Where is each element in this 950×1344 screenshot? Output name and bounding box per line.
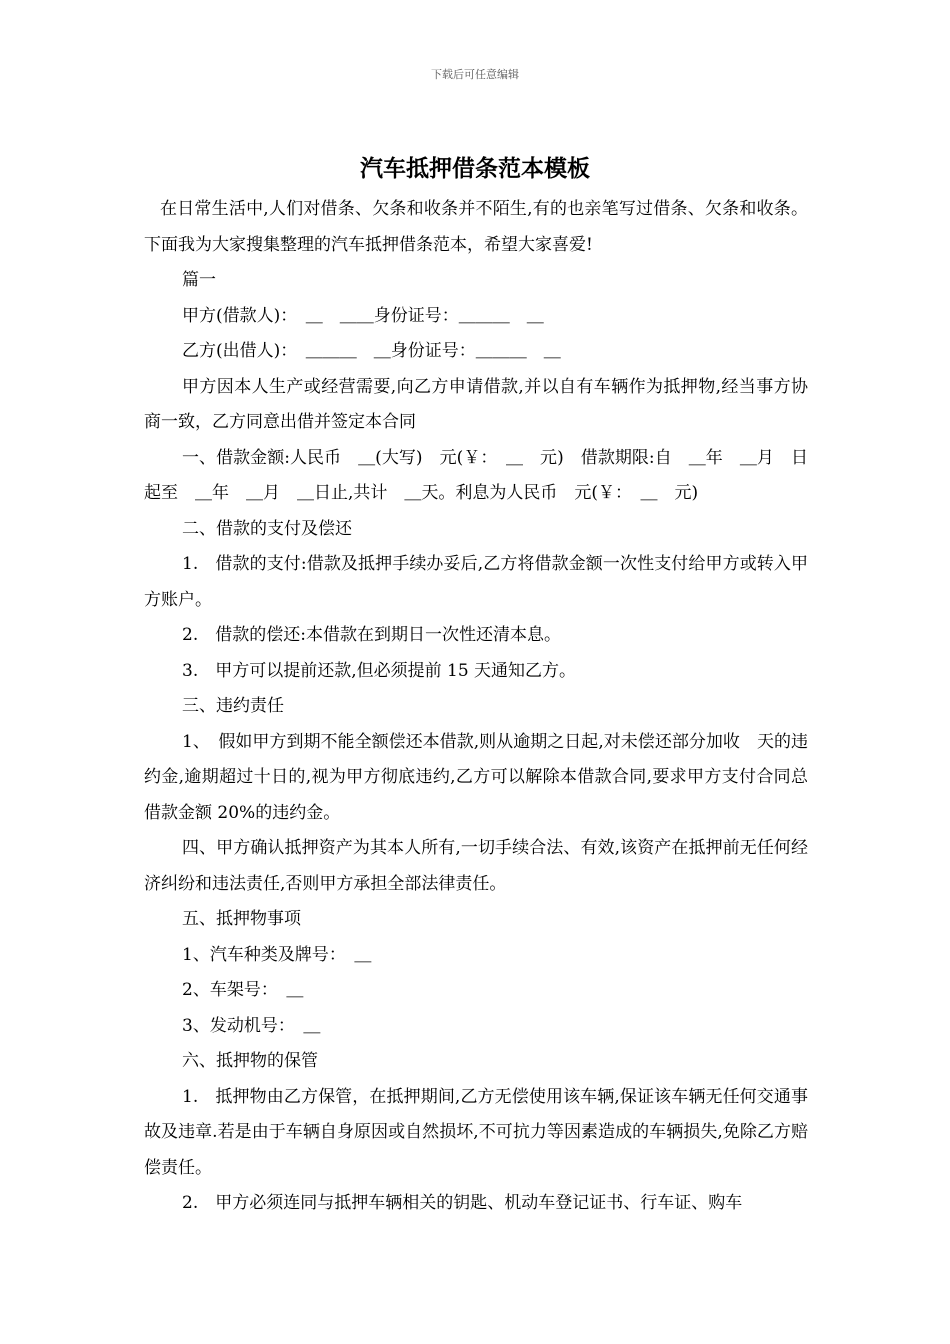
- paragraph: 甲方因本人生产或经营需要,向乙方申请借款,并以自有车辆作为抵押物,经当事方协商一致，乙方同意出借并签定本合同: [144, 376, 808, 432]
- paragraph: 二、借款的支付及偿还: [182, 518, 352, 539]
- paragraph: 1、汽车种类及牌号： ＿: [182, 944, 372, 965]
- paragraph: 一、借款金额:人民币 ＿(大写) 元(￥： ＿ 元) 借款期限:自 ＿年 ＿月 日起至 ＿年 ＿月 ＿日止,共计 ＿天。利息为人民币 元(￥： ＿ 元): [144, 447, 808, 503]
- paragraph: 1. 借款的支付:借款及抵押手续办妥后,乙方将借款金额一次性支付给甲方或转入甲方账户。: [144, 554, 808, 610]
- paragraph: 在日常生活中,人们对借条、欠条和收条并不陌生,有的也亲笔写过借条、欠条和收条。下面我为大家搜集整理的汽车抵押借条范本，希望大家喜爱!: [144, 199, 808, 255]
- paragraph: 甲方(借款人)： ＿ ＿＿身份证号：＿＿＿ ＿: [182, 305, 544, 326]
- paragraph: 2. 借款的偿还:本借款在到期日一次性还清本息。: [182, 625, 561, 645]
- paragraph: 3、发动机号： ＿: [182, 1015, 321, 1036]
- paragraph: 篇一: [182, 270, 216, 290]
- paragraph: 3. 甲方可以提前还款,但必须提前 15 天通知乙方。: [182, 660, 577, 681]
- paragraph: 四、甲方确认抵押资产为其本人所有,一切手续合法、有效,该资产在抵押前无任何经济纠纷和违法责任,否则甲方承担全部法律责任。: [144, 838, 808, 894]
- paragraph: 五、抵押物事项: [182, 909, 301, 929]
- paragraph: 2. 甲方必须连同与抵押车辆相关的钥匙、机动车登记证书、行车证、购车: [182, 1193, 743, 1213]
- paragraph: 1. 抵押物由乙方保管，在抵押期间,乙方无偿使用该车辆,保证该车辆无任何交通事故及违章.若是由于车辆自身原因或自然损坏,不可抗力等因素造成的车辆损失,免除乙方赔偿责任。: [144, 1086, 808, 1178]
- paragraph: 1、 假如甲方到期不能全额偿还本借款,则从逾期之日起,对未偿还部分加收 天的违约金,逾期超过十日的,视为甲方彻底违约,乙方可以解除本借款合同,要求甲方支付合同总借款金额 20%的违约金。: [144, 731, 808, 823]
- paragraph: 2、车架号： ＿: [182, 980, 304, 1000]
- document-body: [144, 192, 808, 1222]
- paragraph: 六、抵押物的保管: [182, 1051, 318, 1071]
- document-title: 汽车抵押借条范本模板: [360, 155, 590, 182]
- header-note: 下载后可任意编辑: [431, 68, 519, 81]
- paragraph: 乙方(出借人)： ＿＿＿ ＿身份证号：＿＿＿ ＿: [182, 341, 561, 361]
- paragraph: 三、违约责任: [182, 696, 284, 716]
